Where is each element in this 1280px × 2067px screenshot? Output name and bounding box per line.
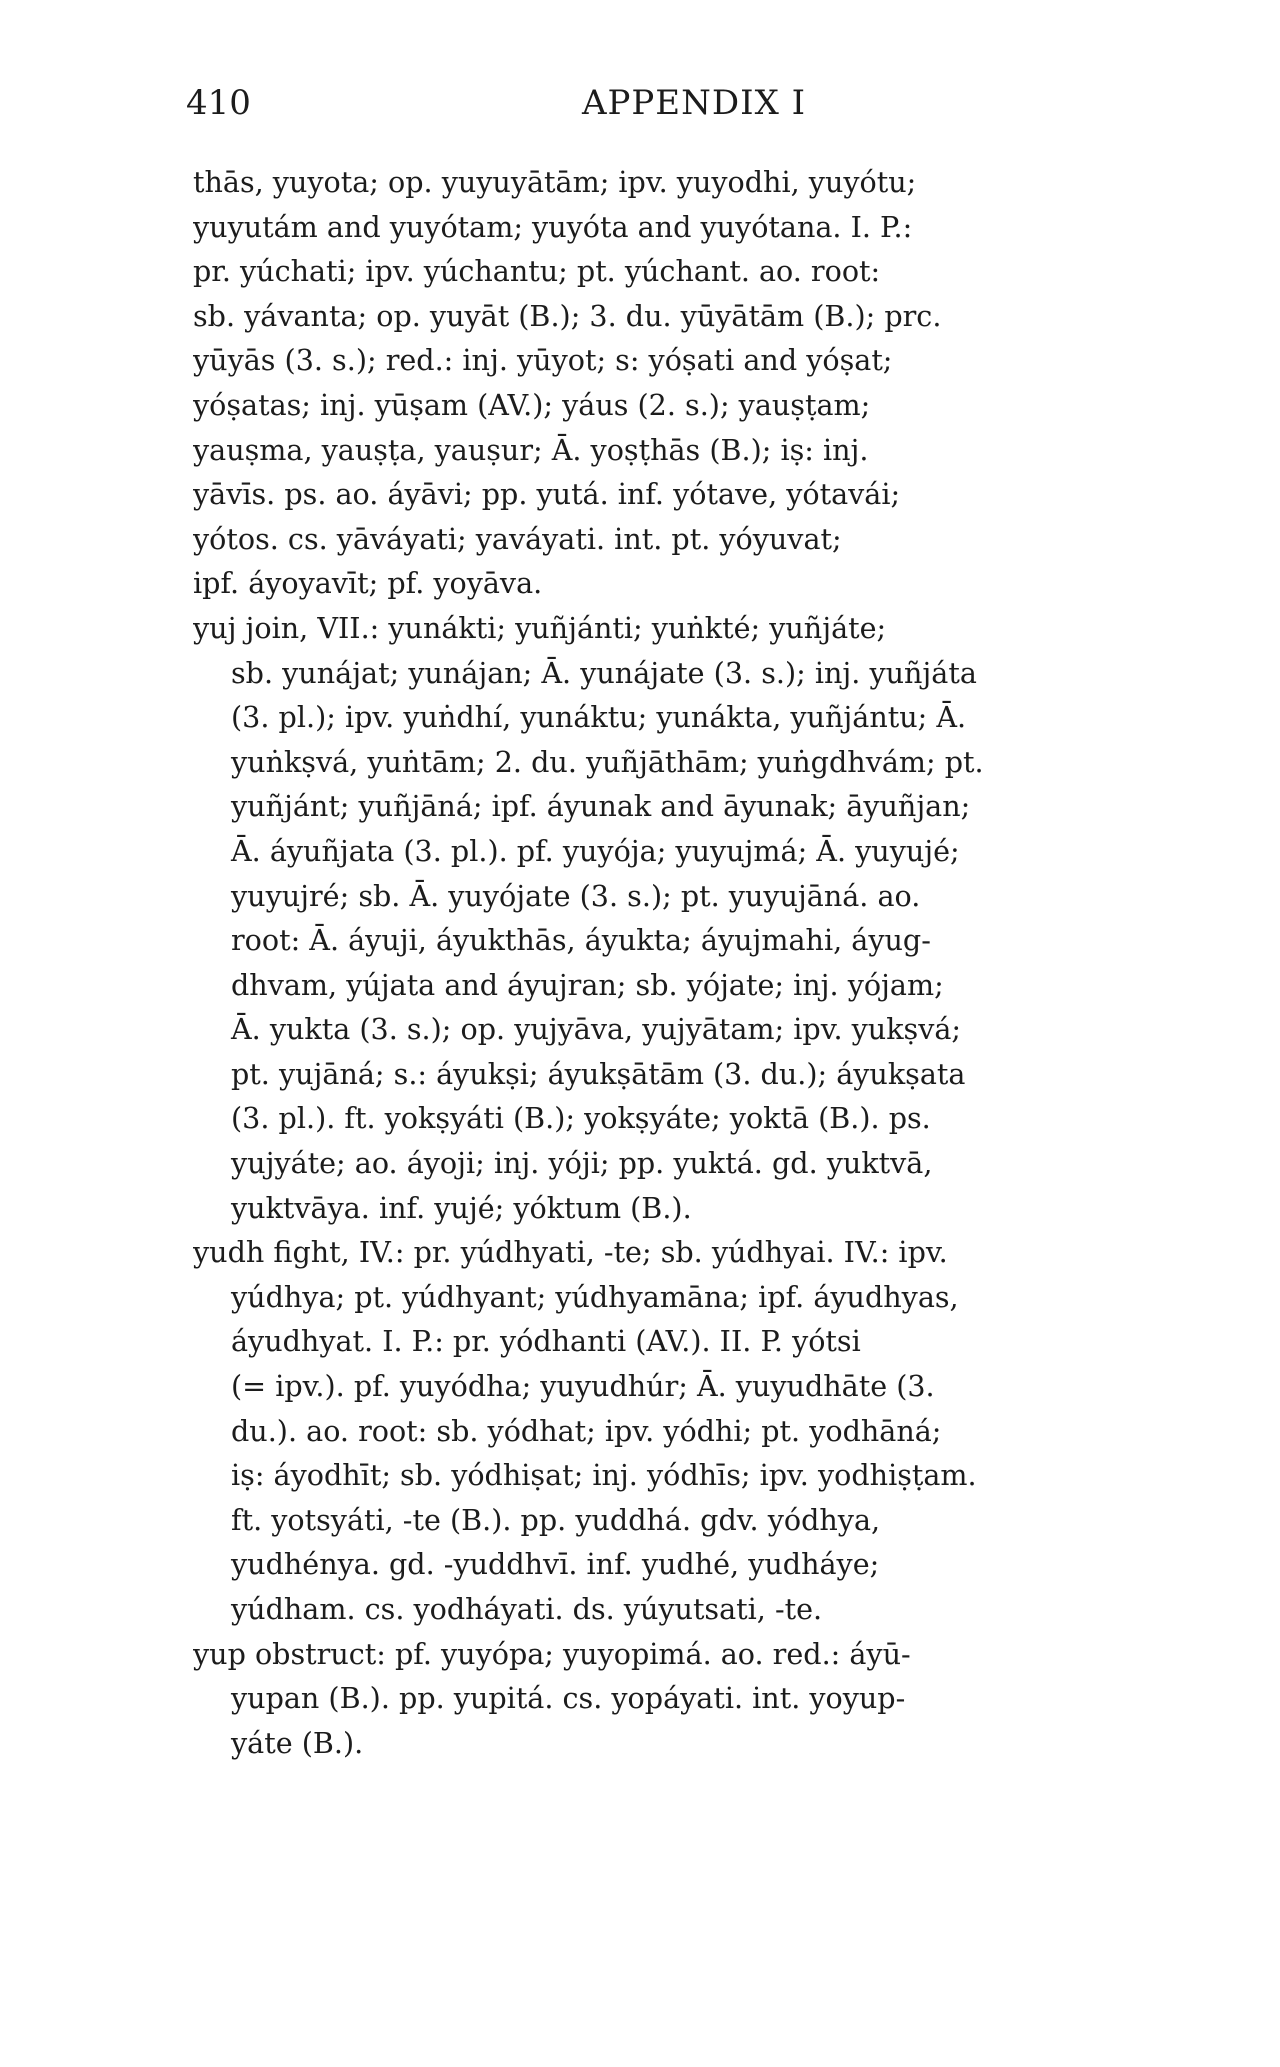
dictionary-entries	[193, 160, 1233, 1765]
text-line: sb. yávanta; op. yuyāt (B.); 3. du. yūyātām (B.); prc.	[193, 298, 942, 333]
entry-head-line: yuj join, VII.: yunákti; yuñjánti; yuṅkté; yuñjáte;	[193, 610, 887, 645]
text-line: yāvīs. ps. ao. áyāvi; pp. yutá. inf. yótave, yótavái;	[193, 477, 901, 512]
text-line: (= ipv.). pf. yuyódha; yuyudhúr; Ā. yuyudhāte (3.	[231, 1369, 935, 1404]
text-line: ipf. áyoyavīt; pf. yoyāva.	[193, 566, 543, 601]
text-line: yujyáte; ao. áyoji; inj. yóji; pp. yuktá. gd. yuktvā,	[231, 1146, 933, 1181]
text-line: iṣ: áyodhīt; sb. yódhiṣat; inj. yódhīs; ipv. yodhiṣṭam.	[231, 1458, 977, 1493]
text-line: yuyujré; sb. Ā. yuyójate (3. s.); pt. yuyujāná. ao.	[231, 878, 921, 913]
text-line: du.). ao. root: sb. yódhat; ipv. yódhi; pt. yodhāná;	[231, 1413, 942, 1448]
entry-head-line: yup obstruct: pf. yuyópa; yuyopimá. ao. red.: áyū-	[193, 1636, 911, 1671]
text-line: yuyutám and yuyótam; yuyóta and yuyótana. I. P.:	[193, 209, 913, 244]
text-line: yótos. cs. yāváyati; yaváyati. int. pt. yóyuvat;	[193, 521, 842, 556]
text-line: yūyās (3. s.); red.: inj. yūyot; s: yóṣati and yóṣat;	[193, 343, 893, 378]
entry-head-line: yudh fight, IV.: pr. yúdhyati, -te; sb. yúdhyai. IV.: ipv.	[193, 1235, 948, 1270]
text-line: yáte (B.).	[231, 1725, 364, 1760]
running-head: APPENDIX I	[582, 83, 807, 123]
text-line: yudhénya. gd. -yuddhvī. inf. yudhé, yudháye;	[231, 1547, 880, 1582]
text-line: (3. pl.). ft. yokṣyáti (B.); yokṣyáte; yoktā (B.). ps.	[231, 1101, 931, 1136]
text-line: yóṣatas; inj. yūṣam (AV.); yáus (2. s.); yauṣṭam;	[193, 387, 871, 422]
text-line: yuṅkṣvá, yuṅtām; 2. du. yuñjāthām; yuṅgdhvám; pt.	[231, 744, 984, 779]
text-line: thās, yuyota; op. yuyuyātām; ipv. yuyodhi, yuyótu;	[193, 165, 917, 199]
page-number: 410	[186, 83, 251, 123]
page-header	[186, 78, 846, 128]
text-line: pr. yúchati; ipv. yúchantu; pt. yúchant. ao. root:	[193, 254, 881, 289]
text-line: yuñjánt; yuñjāná; ipf. áyunak and āyunak; āyuñjan;	[231, 789, 971, 824]
text-line: ft. yotsyáti, -te (B.). pp. yuddhá. gdv. yódhya,	[231, 1502, 881, 1537]
text-line: yauṣma, yauṣṭa, yauṣur; Ā. yoṣṭhās (B.); iṣ: inj.	[193, 432, 869, 467]
text-line: yúdham. cs. yodháyati. ds. yúyutsati, -te.	[231, 1592, 823, 1626]
text-line: yuktvāya. inf. yujé; yóktum (B.).	[231, 1190, 692, 1225]
text-line: yúdhya; pt. yúdhyant; yúdhyamāna; ipf. áyudhyas,	[231, 1279, 959, 1314]
text-line: Ā. áyuñjata (3. pl.). pf. yuyója; yuyujmá; Ā. yuyujé;	[231, 833, 960, 868]
text-line: pt. yujāná; s.: áyukṣi; áyukṣātām (3. du.); áyukṣata	[231, 1056, 966, 1091]
text-line: Ā. yukta (3. s.); op. yujyāva, yujyātam; ipv. yukṣvá;	[231, 1012, 962, 1047]
text-line: sb. yunájat; yunájan; Ā. yunájate (3. s.); inj. yuñjáta	[231, 655, 977, 690]
text-line: (3. pl.); ipv. yuṅdhí, yunáktu; yunákta, yuñjántu; Ā.	[231, 700, 967, 735]
text-line: yupan (B.). pp. yupitá. cs. yopáyati. int. yoyup-	[231, 1681, 906, 1716]
text-line: áyudhyat. I. P.: pr. yódhanti (AV.). II. P. yótsi	[231, 1324, 861, 1359]
text-line: root: Ā. áyuji, áyukthās, áyukta; áyujmahi, áyug-	[231, 923, 931, 958]
text-line: dhvam, yújata and áyujran; sb. yójate; inj. yójam;	[231, 967, 944, 1002]
